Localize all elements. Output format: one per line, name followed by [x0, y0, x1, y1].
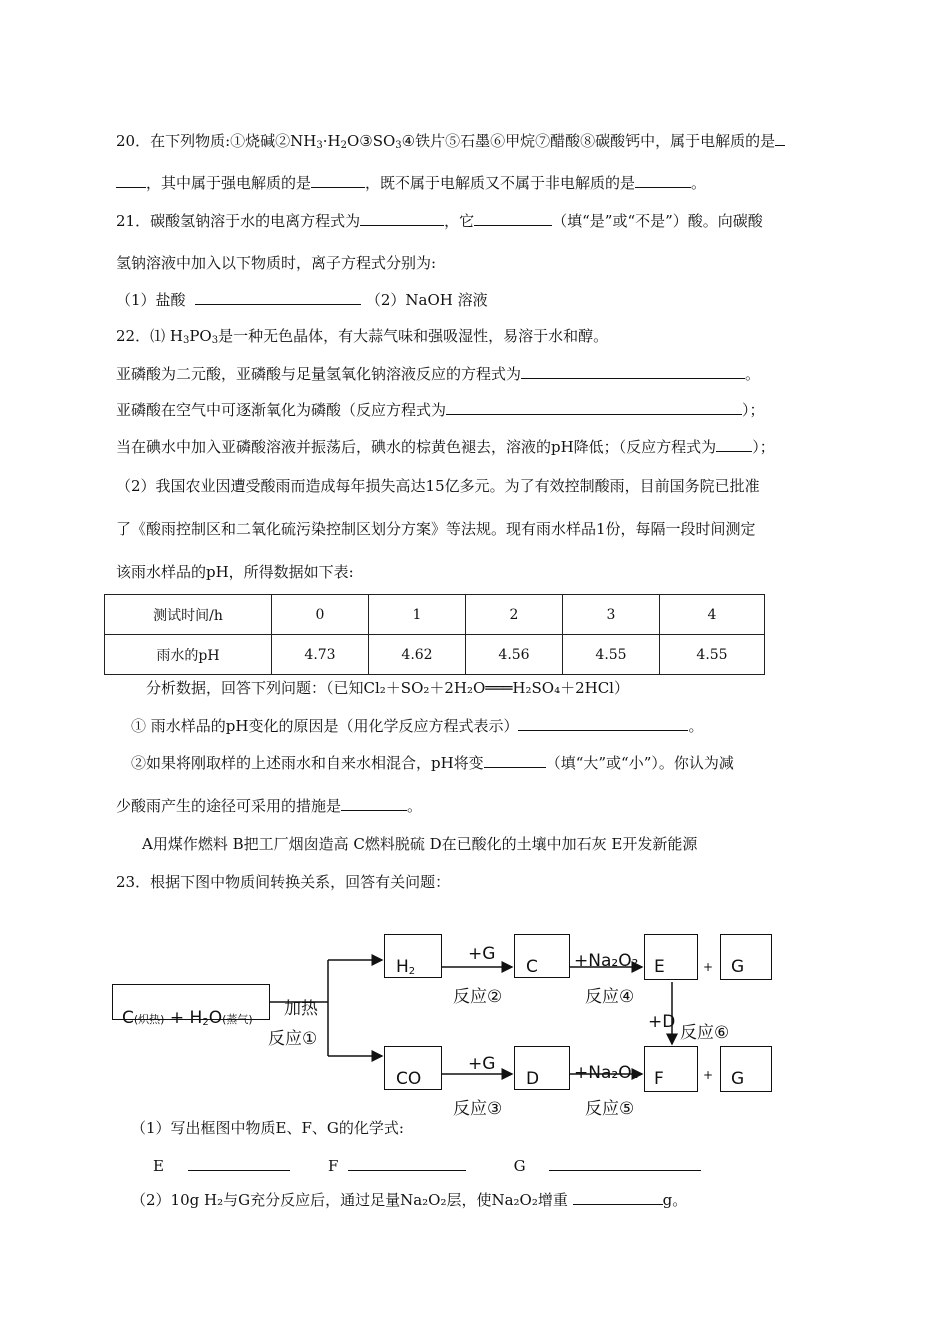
q21-text-2: ，它 [444, 212, 475, 230]
q23-sub2 [131, 1190, 687, 1210]
e-label: E [654, 957, 665, 977]
table-cell: 4.55 [660, 635, 765, 675]
q22-text-5: 。 [745, 365, 761, 383]
q22-line1: 22．⑴ $H_3PO_3$是一种无色晶体，有大蒜气味和强吸湿性，易溶于水和醇。 [116, 327, 609, 346]
table-cell: 4.55 [563, 635, 660, 675]
f-label: F [654, 1069, 664, 1089]
q22-line5: （2）我国农业因遭受酸雨而造成每年损失高达15亿多元。为了有效控制酸雨，目前国务院已批准 [116, 477, 760, 495]
water-sub: 2 [202, 1017, 209, 1028]
q23-title: 23．根据下图中物质间转换关系，回答有关问题： [116, 873, 451, 891]
table-cell: 4 [660, 595, 765, 635]
steam-sub: (蒸气) [222, 1013, 253, 1026]
reaction-3-label: 反应③ [453, 1099, 503, 1119]
reaction-2-label: 反应② [453, 987, 503, 1007]
plus-g-label-2: +G [468, 1054, 496, 1074]
table-cell: 4.62 [369, 635, 466, 675]
q22-text-14: 少酸雨产生的途径可采用的措施是 [116, 797, 342, 815]
q22-line8: 分析数据，回答下列问题：（已知Cl₂＋SO₂＋2H₂O═══H₂SO₄＋2HCl） [146, 679, 629, 697]
table-cell: 2 [466, 595, 563, 635]
reaction-5-label: 反应⑤ [585, 1099, 635, 1119]
g-box-2 [720, 1046, 772, 1092]
f-answer-blank[interactable] [348, 1156, 466, 1171]
q22-line6: 了《酸雨控制区和二氧化硫污染控制区划分方案》等法规。现有雨水样品1份，每隔一段时间测定 [116, 520, 756, 538]
g-box-1 [720, 934, 772, 980]
g-label-1: G [731, 957, 745, 977]
q20-text-4: ④铁片⑤石墨⑥甲烷⑦醋酸⑧碳酸钙中，属于电解质的是 [401, 132, 776, 150]
q22-text-15: 。 [407, 797, 423, 815]
q23-sub1: （1）写出框图中物质E、F、G的化学式: [131, 1119, 404, 1137]
q22-text-7: ）； [742, 401, 765, 419]
q22-text-9: ）； [752, 438, 775, 456]
co-label: CO [396, 1069, 422, 1089]
q20-text-5: ，其中属于强电解质的是 [146, 174, 312, 192]
q22-options: A用煤作燃料 B把工厂烟囱造高 C燃料脱硫 D在已酸化的土壤中加石灰 E开发新能源 [142, 835, 698, 853]
table-cell: 0 [272, 595, 369, 635]
q22-text-10: ① 雨水样品的pH变化的原因是（用化学反应方程式表示） [131, 717, 519, 735]
g-answer-label: G [513, 1157, 526, 1175]
table-cell: 4.73 [272, 635, 369, 675]
table-cell: 4.56 [466, 635, 563, 675]
carbon-text: C [122, 1008, 134, 1028]
q21-text-1: 21．碳酸氢钠溶于水的电离方程式为 [116, 212, 361, 230]
q22-text-6: 亚磷酸在空气中可逐渐氧化为磷酸（反应方程式为 [116, 401, 447, 419]
table-cell: 测试时间/h [105, 595, 272, 635]
table-cell: 雨水的pH [105, 635, 272, 675]
q20-line1: 20．在下列物质:①烧碱$②NH_3\cdot H_2O③SO_3④$铁片⑤石墨⑥甲烷⑦醋酸⑧碳酸钙中，属于电解质的是 [116, 131, 785, 156]
na2o2-label-2: +Na₂O₂ [574, 1063, 639, 1083]
q22-text-11: 。 [688, 717, 704, 735]
reaction-1-label: 反应① [268, 1029, 318, 1049]
table-cell: 1 [369, 595, 466, 635]
q23-text-2: g。 [662, 1191, 688, 1209]
d-box [514, 1046, 570, 1090]
q21-text-3: （填“是”或“不是”）酸。向碳酸 [552, 212, 763, 230]
q22-text-12: ②如果将刚取样的上述雨水和自来水相混合，pH将变 [131, 754, 484, 772]
c-label: C [526, 957, 538, 977]
q21-text-hcl: （1）盐酸 [116, 291, 186, 309]
na2o2-label-1: +Na₂O₂ [574, 951, 639, 971]
h2-sub: 2 [408, 966, 416, 977]
h2-label [396, 957, 415, 977]
q20-text-7: 。 [691, 174, 707, 192]
h2-text: H [396, 957, 409, 977]
f-box [644, 1046, 698, 1092]
reaction-4-label: 反应④ [585, 987, 635, 1007]
q22-line7: 该雨水样品的pH，所得数据如下表: [116, 563, 354, 581]
q22-text-8: 当在碘水中加入亚磷酸溶液并振荡后，碘水的棕黄色褪去，溶液的pH降低；（反应方程式为 [116, 438, 717, 456]
heat-label: 加热 [284, 999, 318, 1019]
reactants-label [122, 1008, 253, 1028]
q22-text-2: PO [189, 327, 212, 345]
d-label: D [526, 1069, 540, 1089]
e-answer-label: E [153, 1157, 164, 1175]
g-answer-blank[interactable] [549, 1156, 701, 1171]
q22-text-4: 亚磷酸为二元酸，亚磷酸与足量氢氧化钠溶液反应的方程式为 [116, 365, 522, 383]
q20-text-2: ·H [322, 132, 341, 150]
q22-text-3: 是一种无色晶体，有大蒜气味和强吸湿性，易溶于水和醇。 [218, 327, 609, 345]
q22-text-13: （填“大”或“小”）。你认为减 [545, 754, 734, 772]
q23-text-1: （2）10g H₂与G充分反应后，通过足量Na₂O₂层，使Na₂O₂增重 [131, 1191, 568, 1209]
q21-line2: 氢钠溶液中加入以下物质时，离子方程式分别为: [116, 254, 437, 272]
q20-text-3: O③SO [346, 132, 396, 150]
table-cell: 3 [563, 595, 660, 635]
q20-text-6: ，既不属于电解质又不属于非电解质的是 [365, 174, 636, 192]
carbon-hot-sub: (炽热) [133, 1013, 165, 1026]
plus-g-label-1: +G [468, 944, 496, 964]
e-answer-blank[interactable] [188, 1156, 290, 1171]
q20-text-1: 20．在下列物质:①烧碱②NH [116, 132, 317, 150]
f-answer-label: F [327, 1157, 339, 1175]
q23-answer-line [153, 1156, 701, 1176]
q21-text-naoh: （2）NaOH 溶液 [365, 291, 488, 309]
reaction-6-label: 反应⑥ [680, 1023, 730, 1043]
g-label-2: G [731, 1069, 745, 1089]
water-o-text: O [208, 1008, 223, 1028]
e-box [644, 934, 698, 980]
plus-water-text: + H [164, 1008, 203, 1028]
q22-text-1: 22．⑴ H [116, 327, 183, 345]
plus-d-label: +D [648, 1012, 676, 1032]
plus-label-2: + [703, 1068, 714, 1082]
plus-label-1: + [703, 960, 714, 974]
mass-blank[interactable] [573, 1190, 663, 1205]
c-box [514, 934, 570, 978]
